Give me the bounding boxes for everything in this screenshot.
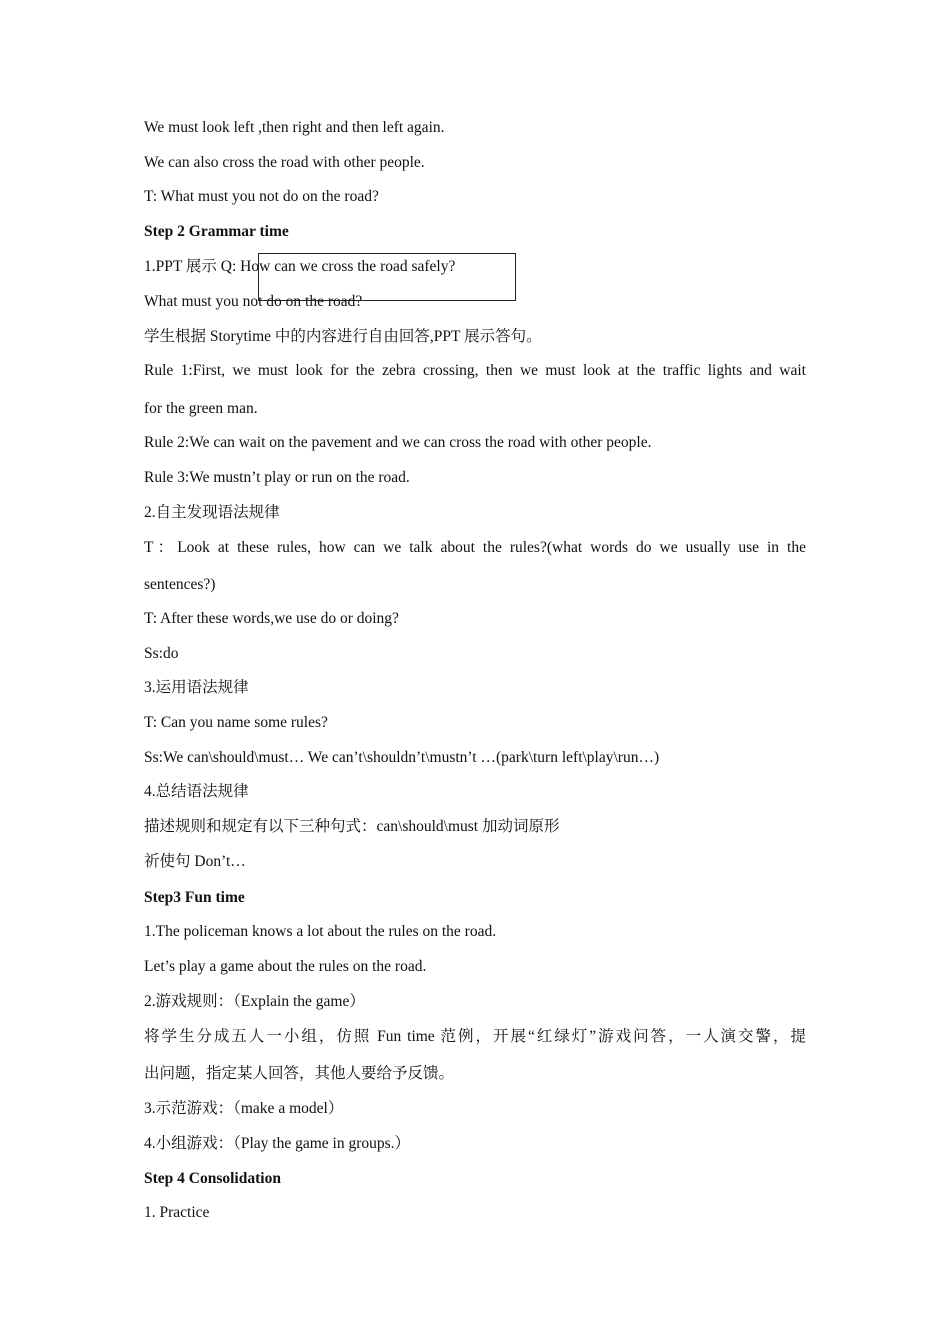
text-line: We can also cross the road with other people. bbox=[144, 154, 425, 171]
text-line: sentences?) bbox=[144, 576, 216, 593]
text-line: 出问题，指定某人回答，其他人要给予反馈。 bbox=[144, 1065, 455, 1082]
text-line: 4.小组游戏：（Play the game in groups.） bbox=[144, 1135, 411, 1152]
text-line: T: After these words,we use do or doing? bbox=[144, 610, 399, 627]
text-line: 祈使句 Don’t… bbox=[144, 853, 246, 870]
text-line: Rule 3:We mustn’t play or run on the road. bbox=[144, 469, 410, 486]
text-line: for the green man. bbox=[144, 400, 258, 417]
text-line: 1.PPT 展示 Q: How can we cross the road safely? bbox=[144, 258, 456, 275]
text-line: Ss:do bbox=[144, 645, 179, 662]
text-line: 将学生分成五人一小组，仿照 Fun time 范例，开展“红绿灯”游戏问答，一人演交警，提 bbox=[144, 1028, 806, 1045]
text-line: T: What must you not do on the road? bbox=[144, 188, 379, 205]
text-line: 1. Practice bbox=[144, 1204, 210, 1221]
text-line: 3.示范游戏：（make a model） bbox=[144, 1100, 344, 1117]
text-line: What must you not do on the road? bbox=[144, 293, 363, 310]
text-line: Ss:We can\should\must… We can’t\shouldn’t\mustn’t …(park\turn left\play\run…) bbox=[144, 749, 660, 766]
text-line: 学生根据 Storytime 中的内容进行自由回答,PPT 展示答句。 bbox=[144, 328, 542, 345]
text-line: T：Look at these rules, how can we talk about the rules?(what words do we usually use in the bbox=[144, 539, 806, 556]
text-line: 4.总结语法规律 bbox=[144, 783, 249, 800]
section-heading-step2: Step 2 Grammar time bbox=[144, 223, 289, 240]
section-heading-step3: Step3 Fun time bbox=[144, 889, 245, 906]
text-line: 1.The policeman knows a lot about the rules on the road. bbox=[144, 923, 497, 940]
text-line: 描述规则和规定有以下三种句式：can\should\must 加动词原形 bbox=[144, 818, 560, 835]
text-line: 3.运用语法规律 bbox=[144, 679, 249, 696]
text-line: Let’s play a game about the rules on the road. bbox=[144, 958, 427, 975]
section-heading-step4: Step 4 Consolidation bbox=[144, 1170, 281, 1187]
text-line: T: Can you name some rules? bbox=[144, 714, 328, 731]
text-line: We must look left ,then right and then left again. bbox=[144, 119, 445, 136]
text-line: Rule 2:We can wait on the pavement and we can cross the road with other people. bbox=[144, 434, 652, 451]
text-line: Rule 1:First, we must look for the zebra crossing, then we must look at the traffic lights and wait bbox=[144, 362, 806, 379]
text-line: 2.游戏规则：（Explain the game） bbox=[144, 993, 365, 1010]
text-line: 2.自主发现语法规律 bbox=[144, 504, 280, 521]
